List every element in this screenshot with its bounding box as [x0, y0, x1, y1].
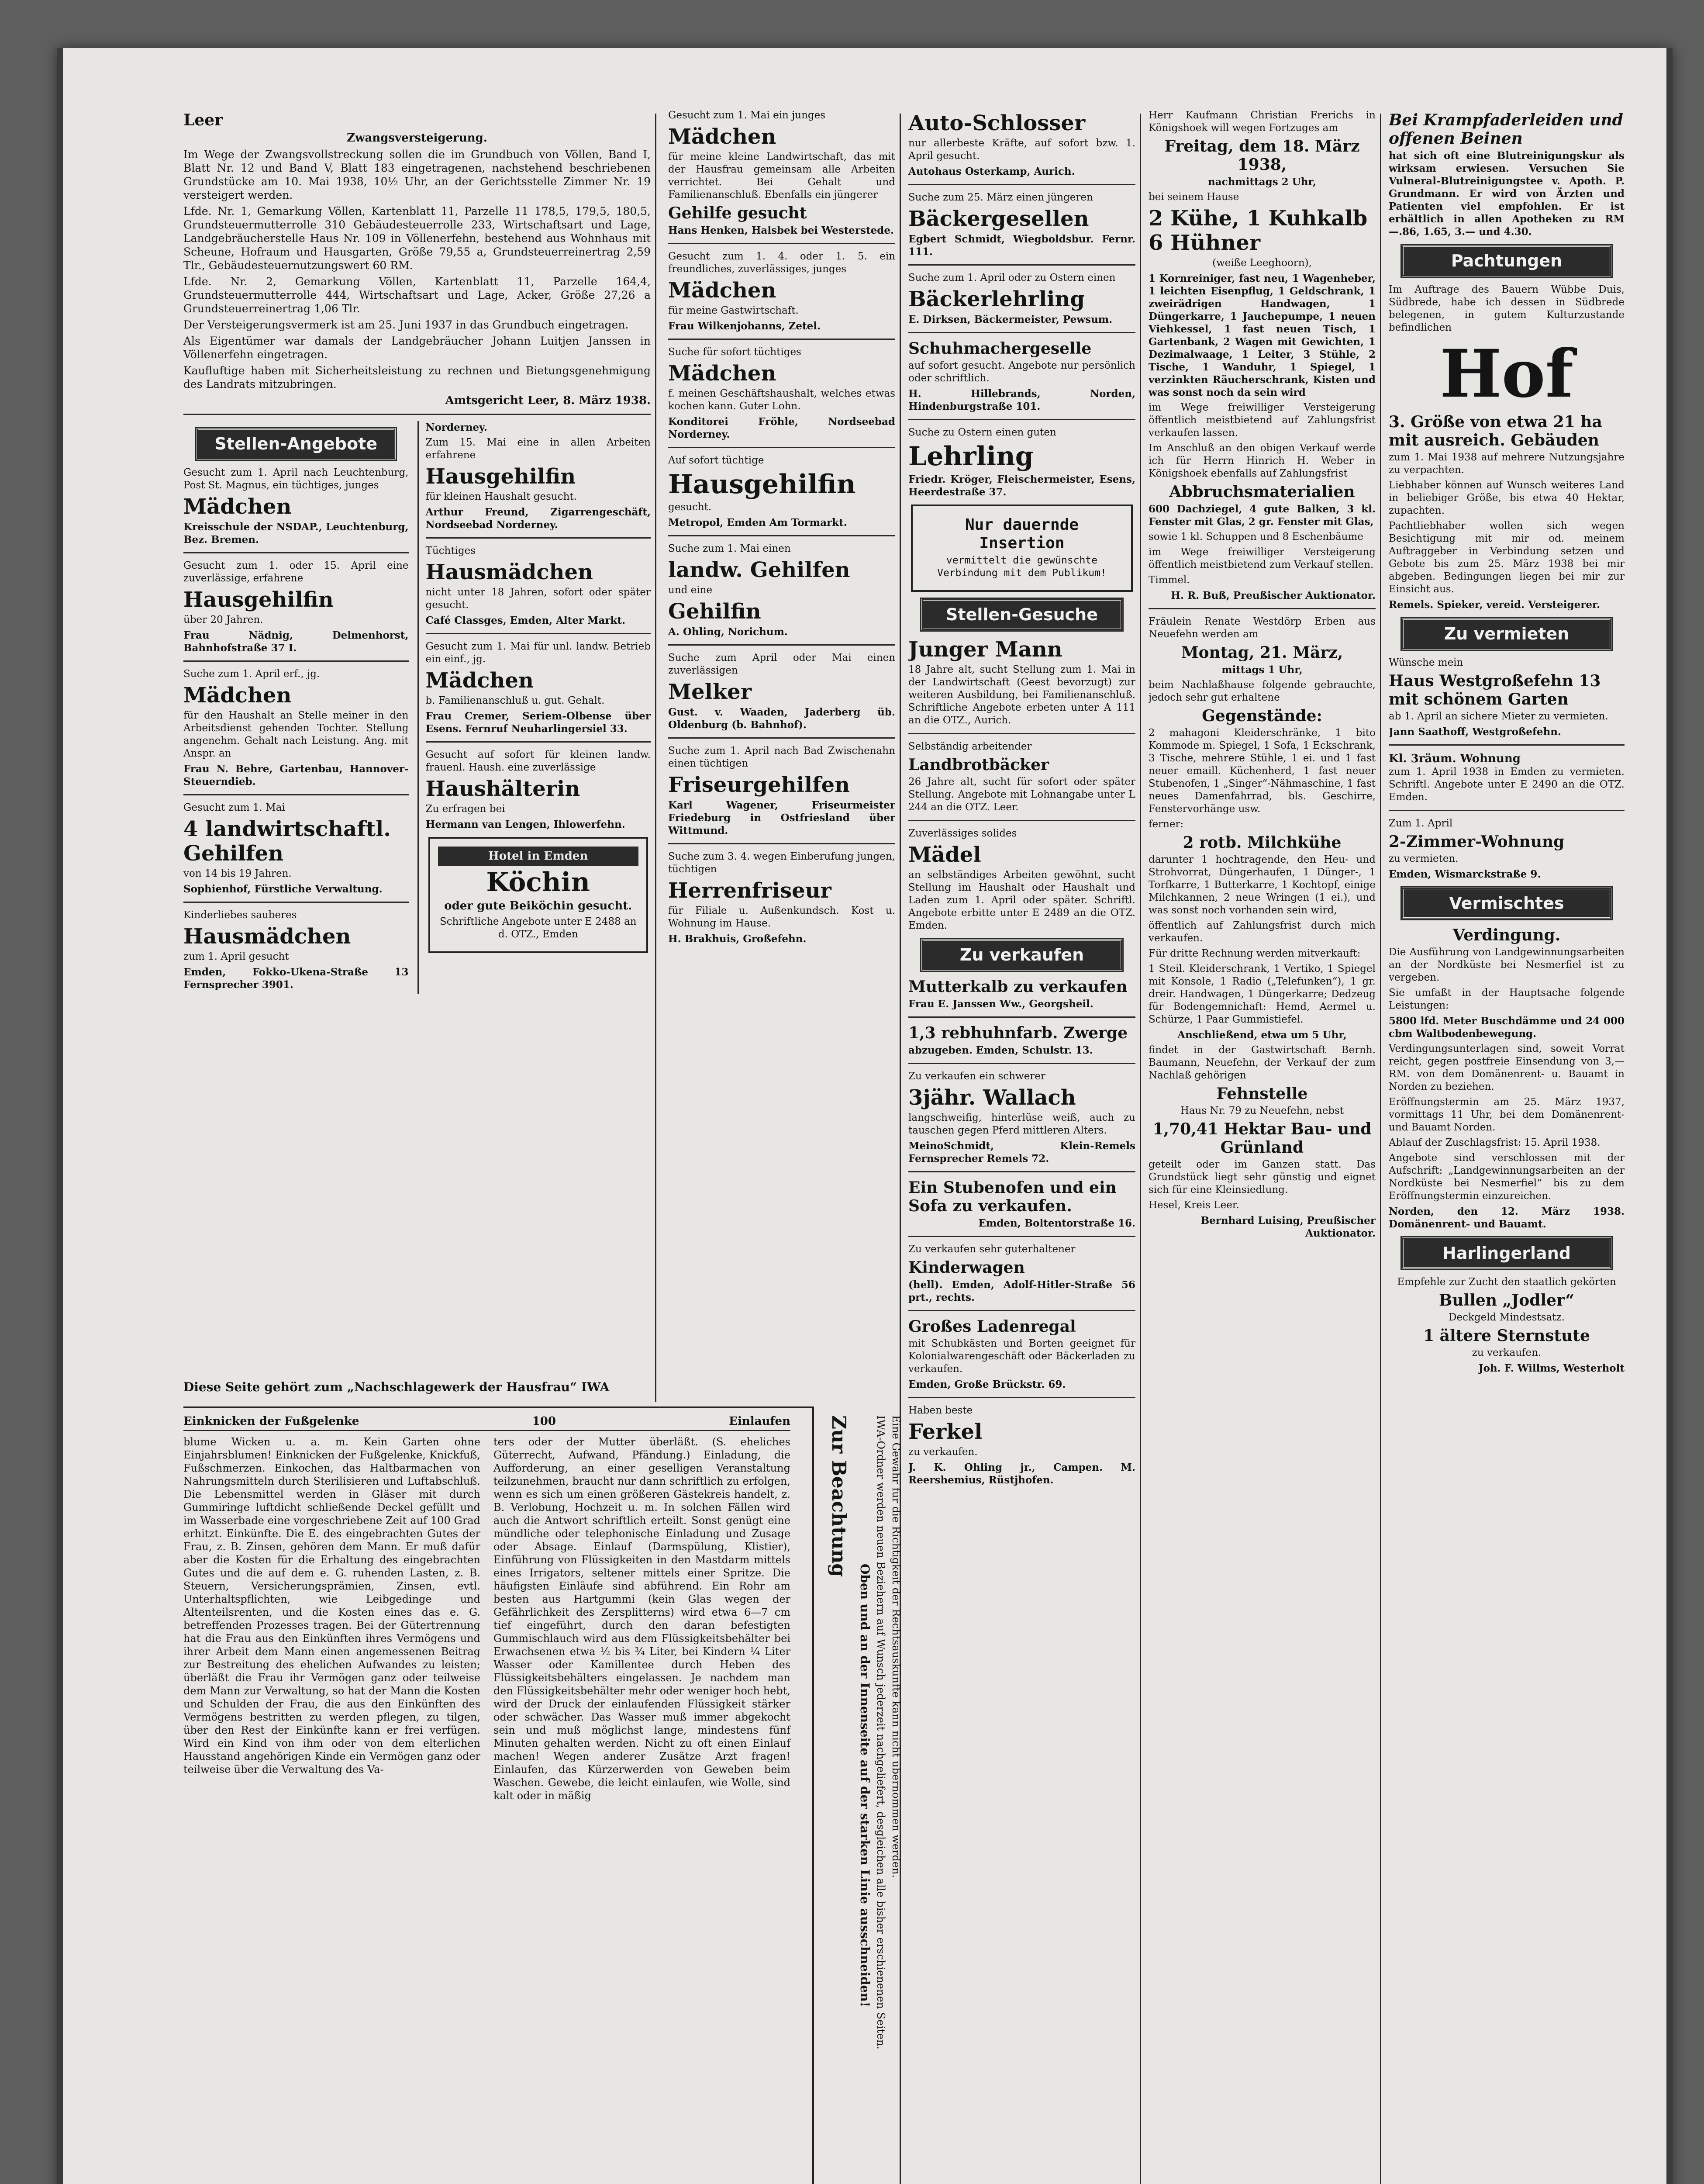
ad-signature: Jann Saathoff, Westgroßefehn. — [1389, 726, 1562, 738]
ad-text: im Wege freiwilliger Versteigerung öffentlich meistbietend auf Zahlungsfrist verkaufen lassen. — [1149, 402, 1376, 439]
divider — [668, 339, 895, 340]
ad-text: Hesel, Kreis Leer. — [1149, 1199, 1239, 1211]
ad-text: Zu verkaufen sehr guterhaltener — [908, 1244, 1076, 1255]
ad-headline: Bei Krampfaderleiden und offenen Beinen — [1389, 111, 1623, 148]
divider — [908, 184, 1135, 185]
ad-text: mit Schubkästen und Borten geeignet für Kolonialwarengeschäft oder Bäckerladen zu verkaufen. — [908, 1338, 1135, 1375]
reference-text: blume Wicken u. a. m. Kein Garten ohne Einjahrsblumen! Einknicken der Fußgelenke, Knickfuß, Fußschmerzen. Einkochen, das Haltbarmachen von Nahrungsmitteln durch Sterilisieren und Luftabschluß. Die Lebensmittel werden in Gläser mit durch Gummiringe luftdicht schließende Deckel gefüllt und im Wasserbade eine vorgeschriebene Zeit auf 100 Grad erhitzt. Einkünfte. Die E. des eingebrachten Gutes der Frau, z. B. Zinsen, gehören dem Mann. Er muß dafür aber die Kosten für die Erhaltung des eingebrachten Gutes und die auf dem e. G. ruhenden Lasten, z. B. Steuern, Versicherungsprämien, Zinsen, evtl. Unterhaltspflichten, wie Leibgedinge und Altenteilsrenten, und die Kosten eines das e. G. betreffenden Prozesses tragen. Bei der Gütertrennung hat die Frau aus den Einkünften ihres Vermögens und ihrer Arbeit dem Mann einen angemessenen Beitrag zur Bestreitung des ehelichen Aufwandes zu leisten; überläßt die Frau ihr Vermögen ganz oder teilweise dem Mann zur Verwaltung, so hat der Mann die Kosten und Schulden der Frau, die aus den Einkünften des Vermögens bestritten zu werden pflegen, zu tilgen, über den Rest der Einkünfte kann er frei verfügen. Wird ein Kind von ihm oder von dem elterlichen Hausstand angehörigen Kinde ein Vermögen ganz oder teilweise über die Verwaltung des Va- — [183, 1436, 480, 1776]
ad-headline: Mädchen — [425, 668, 534, 693]
ad-headline: Junger Mann — [908, 637, 1062, 662]
ad-headline: Schuhmachergeselle — [908, 339, 1092, 358]
column-1 — [183, 109, 651, 994]
ad-headline: Kinderwagen — [908, 1258, 1025, 1277]
ad-text: zu verkaufen. — [1472, 1347, 1542, 1358]
section-bar-vermischtes: Vermischtes — [1402, 888, 1611, 919]
ad-signature: (hell). Emden, Adolf-Hitler-Straße 56 prt., rechts. — [908, 1279, 1135, 1303]
ad-signature: A. Ohling, Norichum. — [668, 626, 788, 638]
ad-signature: Friedr. Kröger, Fleischermeister, Esens, Heerdestraße 37. — [908, 473, 1135, 498]
ad-text: f. meinen Geschäftshaushalt, welches etwas kochen kann. Guter Lohn. — [668, 388, 895, 412]
ad-text: Pachtliebhaber wollen sich wegen Besichtigung mit mir od. meinem Auftraggeber in Verbindung setzen und Gebote bis zum 25. März 1938 bei mir abgeben. Bedingungen liegen bei mir zur Einsicht aus. — [1389, 520, 1625, 595]
ad-signature: H. Brakhuis, Großefehn. — [668, 933, 807, 945]
ad-headline: Mädchen — [183, 683, 292, 708]
ad-text: 26 Jahre alt, sucht für sofort oder später Stellung. Angebote mit Lohnangabe unter L 244 an die OTZ. Leer. — [908, 776, 1135, 813]
auction-title: Zwangsversteigerung. — [347, 131, 487, 145]
ad-signature: Joh. F. Willms, Westerholt — [1478, 1362, 1625, 1374]
ad-headline: 2 rotb. Milchkühe — [1183, 833, 1342, 852]
ad-text: Tüchtiges — [425, 545, 476, 556]
auction-text: Als Eigentümer war damals der Landgebräucher Johann Luitjen Janssen in Völlenerfehn eingetragen. — [183, 335, 651, 361]
ad-signature: Autohaus Osterkamp, Aurich. — [908, 166, 1075, 177]
ad-headline: Mädchen — [668, 361, 776, 386]
ad-text: Zu verkaufen ein schwerer — [908, 1071, 1045, 1082]
ad-text: zu vermieten. — [1389, 853, 1459, 864]
ad-text: Suche zum 1. April nach Bad Zwischenahn einen tüchtigen — [668, 745, 895, 769]
column-5 — [1149, 109, 1376, 2184]
col1-left — [183, 421, 409, 994]
supplement-section — [183, 1380, 900, 2184]
ad-headline: Gegenstände: — [1202, 707, 1322, 725]
ad-text: findet in der Gastwirtschaft Bernh. Baumann, Neuefehn, der Verkauf der zum Nachlaß gehörigen — [1149, 1044, 1376, 1081]
ad-text: auf sofort gesucht. Angebote nur persönlich oder schriftlich. — [908, 360, 1135, 384]
ad-headline: Mutterkalb zu verkaufen — [908, 978, 1128, 996]
ad-text: Fräulein Renate Westdörp Erben aus Neuefehn werden am — [1149, 616, 1376, 640]
ad-text: Herr Kaufmann Christian Frerichs in Königshoek will wegen Fortzuges am — [1149, 110, 1376, 134]
ad-headline: Hausgehilfin — [425, 464, 576, 489]
ad-text: Suche zum 1. April erf., jg. — [183, 668, 320, 680]
ad-headline: Mädchen — [668, 278, 776, 303]
column-rule — [1380, 114, 1381, 2184]
ad-text: Ablauf der Zuschlagsfrist: 15. April 1938. — [1389, 1137, 1601, 1148]
ad-text: bei seinem Hause — [1149, 191, 1239, 203]
ad-headline: Mädel — [908, 843, 981, 867]
ad-signature: Kreisschule der NSDAP., Leuchtenburg, Bez. Bremen. — [183, 521, 409, 546]
ad-signature: Frau E. Janssen Ww., Georgsheil. — [908, 998, 1093, 1010]
ad-text: 18 Jahre alt, sucht Stellung zum 1. Mai in der Landwirtschaft (Geest bevorzugt) zur weiteren Ausbildung, bei Familienanschluß. Schriftliche Angebote erbeten unter A 111 an die OTZ., Aurich. — [908, 664, 1135, 726]
ad-text: Suche zum 1. April oder zu Ostern einen — [908, 272, 1116, 283]
ad-signature: Frau Wilkenjohanns, Zetel. — [668, 320, 821, 332]
ad-headline: Haus Westgroßefehn 13 mit schönem Garten — [1389, 672, 1601, 708]
divider — [908, 1310, 1135, 1311]
divider — [1389, 810, 1625, 811]
ad-signature: Emden, Wismarckstraße 9. — [1389, 868, 1541, 880]
divider — [908, 1016, 1135, 1018]
running-head-right: Einlaufen — [729, 1415, 790, 1428]
ad-headline: Gehilfin — [668, 599, 761, 624]
ad-text: Eröffnungstermin am 25. März 1937, vormittags 11 Uhr, bei dem Domänenrent- und Bauamt Norden. — [1389, 1096, 1625, 1133]
ad-text: öffentlich auf Zahlungsfrist durch mich verkaufen. — [1149, 920, 1376, 944]
ad-text: sowie 1 kl. Schuppen und 8 Eschenbäume — [1149, 531, 1363, 543]
col1-split — [183, 421, 651, 994]
ad-headline: Abbruchsmaterialien — [1169, 483, 1355, 501]
divider — [668, 243, 895, 244]
ad-signature: Emden, Fokko-Ukena-Straße 13 Fernsprecher 3901. — [183, 966, 409, 991]
divider — [908, 733, 1135, 734]
divider — [183, 794, 409, 795]
ad-signature: abzugeben. Emden, Schulstr. 13. — [908, 1044, 1093, 1056]
ad-text: Suche zu Ostern einen guten — [908, 427, 1056, 438]
ad-headline: Auto-Schlosser — [908, 111, 1086, 135]
ad-text: Zum 1. April — [1389, 818, 1453, 829]
ad-text: Auf sofort tüchtige — [668, 455, 764, 466]
ad-headline: 2 Kühe, 1 Kuhkalb 6 Hühner — [1149, 206, 1368, 255]
ad-text: Zuverlässiges solides — [908, 828, 1017, 839]
ad-text: zu verkaufen. — [908, 1446, 978, 1458]
ad-signature: Remels. Spieker, vereid. Versteigerer. — [1389, 599, 1600, 611]
ad-text: von 14 bis 19 Jahren. — [183, 868, 292, 879]
divider — [908, 419, 1135, 420]
section-bar-zu-verkaufen: Zu verkaufen — [921, 939, 1122, 971]
ad-text: 600 Dachziegel, 4 gute Balken, 3 kl. Fenster mit Glas, 2 gr. Fenster mit Glas, — [1149, 503, 1376, 528]
ad-signature: MeinoSchmidt, Klein-Remels Fernsprecher Remels 72. — [908, 1140, 1135, 1165]
ad-signature: Norden, den 12. März 1938. Domänenrent- und Bauamt. — [1389, 1206, 1625, 1230]
ad-signature: Karl Wagener, Friseurmeister Friedeburg in Ostfriesland über Wittmund. — [668, 799, 895, 836]
vertical-note: Eine Gewähr für die Richtigkeit der Rechtsauskünfte kann nicht übernommen werden. — [890, 1415, 902, 1878]
ad-text: nachmittags 2 Uhr, — [1208, 176, 1316, 188]
ad-date: Freitag, dem 18. März 1938, — [1164, 137, 1360, 174]
ad-text: zum 1. April 1938 in Emden zu vermieten. Schriftl. Angebote unter E 2490 an die OTZ. Emden. — [1389, 766, 1625, 803]
ad-text: ferner: — [1149, 819, 1184, 830]
ad-headline: Ferkel — [908, 1420, 983, 1444]
ad-text: Zum 15. Mai eine in allen Arbeiten erfahrene — [425, 437, 651, 461]
ad-signature: E. Dirksen, Bäckermeister, Pewsum. — [908, 314, 1113, 325]
divider — [183, 552, 409, 553]
column-3 — [668, 109, 895, 1411]
ad-text: zum 1. Mai 1938 auf mehrere Nutzungsjahre zu verpachten. — [1389, 452, 1625, 476]
ad-headline: Hausgehilfin — [183, 587, 334, 612]
ad-text: im Wege freiwilliger Versteigerung öffentlich meistbietend zum Verkauf stellen. — [1149, 546, 1376, 570]
ad-text: Kinderliebes sauberes — [183, 909, 297, 921]
ad-text: für meine kleine Landwirtschaft, das mit der Hausfrau gemeinsam alle Arbeiten verrichtet. Bei Gehalt und Familienanschluß. Ebenfalls ein jüngerer — [668, 151, 895, 200]
ad-headline: Bullen „Jodler“ — [1438, 1291, 1575, 1310]
ad-headline: 1 ältere Sternstute — [1423, 1327, 1590, 1345]
ad-text: geteilt oder im Ganzen statt. Das Grundstück liegt sehr günstig und eignet sich für eine Kleinsiedlung. — [1149, 1159, 1376, 1196]
divider — [668, 644, 895, 646]
ad-text: Deckgeld Mindestsatz. — [1449, 1312, 1565, 1323]
divider — [668, 843, 895, 844]
ad-text: Wünsche mein — [1389, 657, 1463, 668]
section-bar-harlingerland: Harlingerland — [1402, 1237, 1611, 1269]
supplement-header: Diese Seite gehört zum „Nachschlagewerk der Hausfrau“ IWA — [183, 1380, 610, 1394]
ad-headline: Lehrling — [908, 441, 1034, 472]
ad-signature: Hans Henken, Halsbek bei Westerstede. — [668, 225, 894, 236]
ad-text: Für dritte Rechnung werden mitverkauft: — [1149, 948, 1361, 959]
col2-block — [417, 421, 651, 994]
ad-text: und eine — [668, 584, 713, 596]
ad-headline: 3jähr. Wallach — [908, 1085, 1076, 1110]
supplement-heading-row — [183, 1414, 790, 1431]
ad-text: 1 Kornreiniger, fast neu, 1 Wagenheber, 1 leichten Eisenpflug, 1 Geldschrank, 1 zweirädrigen Handwagen, 1 Düngerkarre, 1 Jauchepumpe, 1 neuen Viehkessel, 1 fast neuen Tisch, 1 Gartenbank, 2 Wagen mit Gewichten, 1 Dezimalwaage, 1 Leiter, 3 Stühle, 2 Tische, 1 Wanduhr, 1 Spiegel, 1 verzinkten Räucherschrank, Kisten und was sonst noch da sein wird — [1149, 273, 1376, 398]
ad-text: Schriftliche Angebote unter E 2488 an d. OTZ., Emden — [439, 916, 637, 940]
ad-signature: Egbert Schmidt, Wiegboldsbur. Fernr. 111. — [908, 233, 1135, 258]
ad-text: Gesucht zum 1. April nach Leuchtenburg, Post St. Magnus, ein tüchtiges, junges — [183, 467, 409, 491]
ad-text: Gesucht zum 1. oder 15. April eine zuverlässige, erfahrene — [183, 560, 409, 584]
page-number: 100 — [532, 1415, 556, 1428]
ad-text: Suche zum 3. 4. wegen Einberufung jungen, tüchtigen — [668, 851, 895, 875]
ad-text: Zu erfragen bei — [425, 803, 505, 815]
ad-headline: Bäckerlehrling — [908, 287, 1085, 311]
supplement-columns — [183, 1435, 790, 1805]
ad-text: Die Ausführung von Landgewinnungsarbeiten an der Nordküste bei Nesmerfiel ist zu vergeben. — [1389, 947, 1625, 983]
ad-text: Anschließend, etwa um 5 Uhr, — [1177, 1029, 1347, 1041]
newspaper-page — [57, 48, 1673, 2184]
ad-text: Suche zum April oder Mai einen zuverlässigen — [668, 652, 895, 676]
divider — [183, 414, 651, 415]
column-6 — [1389, 109, 1625, 2184]
page-edge-right — [1666, 48, 1673, 2184]
ad-text: langschweifig, hinterlüse weiß, auch zu tauschen gegen Pferd mittleren Alters. — [908, 1112, 1135, 1136]
ad-signature: Konditorei Fröhle, Nordseebad Norderney. — [668, 416, 895, 440]
ad-headline: Nur dauernde Insertion — [965, 516, 1079, 552]
divider — [908, 264, 1135, 266]
ad-text: Gesucht zum 1. Mai — [183, 802, 285, 813]
divider — [908, 1063, 1135, 1064]
ad-text: ab 1. April an sichere Mieter zu vermieten. — [1389, 711, 1608, 722]
ad-signature: Bernhard Luising, Preußischer Auktionator. — [1200, 1215, 1376, 1239]
ad-signature: Emden, Große Brückstr. 69. — [908, 1379, 1066, 1390]
auction-text: Lfde. Nr. 1, Gemarkung Völlen, Kartenblatt 11, Parzelle 11 178,5, 179,5, 180,5, Grundsteuermutterrolle 310 Gebäudesteuerrolle 233, Wirtschaftsart und Lage, Landgebräucherstelle Haus Nr. 109 in Völlenerfehn, bestehend aus Wohnhaus mit Scheune, Hofraum und Hausgarten, Größe 79,55 a, Grundsteuerreinertrag 2,59 Tlr., Gebäudesteuernutzungswert 60 RM. — [183, 205, 651, 272]
ad-headline: 4 landwirtschaftl. Gehilfen — [183, 817, 391, 866]
ad-signature: Sophienhof, Fürstliche Verwaltung. — [183, 883, 383, 895]
ad-text: Suche für sofort tüchtiges — [668, 346, 801, 358]
ad-text: für kleinen Haushalt gesucht. — [425, 491, 577, 502]
divider — [908, 1236, 1135, 1237]
ad-signature: H. R. Buß, Preußischer Auktionator. — [1171, 590, 1376, 601]
divider — [908, 1171, 1135, 1172]
ad-text: nicht unter 18 Jahren, sofort oder später gesucht. — [425, 587, 651, 611]
column-rule — [1140, 114, 1141, 2184]
hotel-emden-ad — [428, 837, 648, 953]
ad-headline: Mädchen — [183, 494, 292, 519]
ad-text: Timmel. — [1149, 574, 1190, 586]
ad-headline: Landbrotbäcker — [908, 756, 1049, 774]
ad-text: vermittelt die gewünschte Verbindung mit dem Publikum! — [937, 555, 1107, 579]
section-bar-zu-vermieten: Zu vermieten — [1402, 618, 1611, 650]
ad-text: oder gute Beiköchin gesucht. — [444, 899, 632, 912]
ad-text: über 20 Jahren. — [183, 614, 263, 625]
ad-text: für den Haushalt an Stelle meiner in den Arbeitsdienst gehenden Tochter. Stellung angenehm. Gehalt nach Leistung. Ang. mit Anspr. an — [183, 710, 409, 759]
ad-signature: Frau Cremer, Seriem-Olbense über Esens. Fernruf Neuharlingersiel 33. — [425, 710, 651, 735]
ad-signature: Frau Nädnig, Delmenhorst, Bahnhofstraße 37 I. — [183, 629, 409, 654]
ad-headline: 3. Größe von etwa 21 ha mit ausreich. Gebäuden — [1389, 413, 1602, 449]
ad-headline: Hausmädchen — [183, 924, 351, 949]
ad-text: Haus Nr. 79 zu Neuefehn, nebst — [1180, 1105, 1344, 1116]
divider — [426, 537, 651, 539]
insertion-box — [911, 505, 1133, 592]
ad-headline-hof: Hof — [1439, 335, 1574, 412]
ad-text: beim Nachlaßhause folgende gebrauchte, jedoch sehr gut erhaltene — [1149, 679, 1376, 703]
ad-text: Gesucht zum 1. Mai für unl. landw. Betrieb ein einf., jg. — [425, 641, 651, 665]
ad-signature: Arthur Freund, Zigarrengeschäft, Nordseebad Norderney. — [425, 506, 651, 531]
clipping-frame — [183, 1406, 814, 2184]
divider — [668, 447, 895, 448]
ad-date: Montag, 21. März, — [1181, 643, 1343, 662]
ad-headline: 1,3 rebhuhnfarb. Zwerge — [908, 1024, 1128, 1042]
ad-text: hat sich oft eine Blutreinigungskur als wirksam erwiesen. Versuchen Sie Vulneral-Blutreinigungstee v. Apoth. P. Grundmann. Er wird von Ärzten und Patienten viel empfohlen. Er ist erhältlich in allen Apotheken zu RM —.86, 1.65, 3.— und 4.30. — [1389, 150, 1625, 238]
ad-text: Suche zum 25. März einen jüngeren — [908, 192, 1093, 203]
column-4 — [908, 109, 1135, 2184]
ad-text: Empfehle zur Zucht den staatlich gekörten — [1397, 1276, 1616, 1288]
ad-text: darunter 1 hochtragende, den Heu- und Strohvorrat, Düngerhaufen, 1 Dünger-, 1 Torfkarre, 1 Butterkarre, 1 Kochtopf, einige Milchkannen, 2 neue Wringen (1 ei.), und was sonst noch vorhanden sein wird, — [1149, 854, 1376, 916]
section-bar-pachtungen: Pachtungen — [1402, 245, 1611, 276]
auction-signature: Amtsgericht Leer, 8. März 1938. — [445, 394, 651, 407]
ad-headline: Kl. 3räum. Wohnung — [1389, 752, 1521, 765]
ad-text: Im Anschluß an den obigen Verkauf werde ich für Herrn Hinrich H. Weber in Königshoek ebenfalls auf Zahlungsfrist — [1149, 442, 1376, 479]
ad-text: 1 Steil. Kleiderschrank, 1 Vertiko, 1 Spiegel mit Konsole, 1 Radio („Telefunken“), 1 gr. dreir. Handwagen, 1 Düngerkarre; Dedzeug für Bodengemnichaft: Hemd, Aermel u. Schürze, 1 Paar Gummistiefel. — [1149, 963, 1376, 1025]
ad-signature: J. K. Ohling jr., Campen. M. Reershemius, Rüstjhofen. — [908, 1462, 1135, 1486]
vertical-note: IWA-Ordner werden neuen Beziehern auf Wunsch jederzeit nachgeliefert, desgleichen alle bisher erschienenen Seiten. — [875, 1415, 887, 2050]
ad-signature: Emden, Boltentorstraße 16. — [978, 1217, 1135, 1229]
ad-headline: Mädchen — [668, 124, 776, 149]
ad-text: für Filiale u. Außenkundsch. Kost u. Wohnung im Hause. — [668, 905, 895, 929]
ad-signature: Hermann van Lengen, Ihlowerfehn. — [425, 819, 625, 830]
divider — [668, 737, 895, 739]
ad-headline: Großes Ladenregal — [908, 1317, 1076, 1336]
divider — [908, 332, 1135, 333]
ad-text: Angebote sind verschlossen mit der Aufschrift: „Landgewinnungsarbeiten an der Nordküste bei Nesmerfiel“ bis zu dem Eröffnungstermin einzureichen. — [1389, 1152, 1625, 1202]
ad-text: Gesucht auf sofort für kleinen landw. frauenl. Haush. eine zuverlässige — [425, 749, 651, 773]
ad-text: Gesucht zum 1. 4. oder 1. 5. ein freundliches, zuverlässiges, junges — [668, 251, 895, 275]
ad-text: Im Auftrage des Bauern Wübbe Duis, Südbrede, habe ich dessen in Südbrede belegenen, in gutem Kulturzustande befindlichen — [1389, 284, 1625, 333]
auction-text: Lfde. Nr. 2, Gemarkung Völlen, Kartenblatt 11, Parzelle 164,4, Grundsteuermutterrolle 444, Wirtschaftsart und Lage, Acker, Größe 27,26 a Grundsteuerreinertrag 1,06 Tlr. — [183, 275, 651, 315]
ad-headline: 1,70,41 Hektar Bau- und Grünland — [1152, 1120, 1372, 1157]
ad-headline: Haushälterin — [425, 777, 580, 801]
divider — [1149, 608, 1376, 609]
ad-signature: Gust. v. Waaden, Jaderberg üb. Oldenburg (b. Bahnhof). — [668, 706, 895, 731]
divider — [426, 633, 651, 634]
auction-text: Kaufluftige haben mit Sicherheitsleistung zu rechnen und Bietungsgenehmigung des Landrats mitzubringen. — [183, 364, 651, 390]
ad-headline: Ein Stubenofen und ein Sofa zu verkaufen. — [908, 1178, 1117, 1215]
ad-signature: Frau N. Behre, Gartenbau, Hannover-Steuerndieb. — [183, 763, 409, 788]
ad-text: zum 1. April gesucht — [183, 951, 289, 962]
ad-text: nur allerbeste Kräfte, auf sofort bzw. 1. April gesucht. — [908, 138, 1135, 162]
reference-text: ters oder der Mutter überläßt. (S. eheliches Güterrecht, Aufwand, Pfändung.) Einladung, die Aufforderung, an einer geselligen Veranstaltung teilzunehmen, braucht nur dann schriftlich zu erfolgen, wenn es sich um einen größeren Gästekreis handelt, z. B. Verlobung, Hochzeit u. m. In solchen Fällen wird auch die Antwort schriftlich erteilt. Sonst genügt eine mündliche oder telephonische Einladung und Zusage oder Absage. Einlauf (Darmspülung, Klistier), Einführung von Flüssigkeiten in den Mastdarm mittels eines Irrigators, seltener mittels einer Spritze. Die häufigsten Einläufe sind abführend. Ein Rohr am besten aus Hartgummi (kein Glas wegen der Gefährlichkeit des Zersplitterns) wird etwa 6—7 cm tief eingeführt, durch den daran befestigten Gummischlauch wird aus dem Flüssigkeitsbehälter bei Erwachsenen etwa ½ bis ¾ Liter, bei Kindern ¼ Liter Wasser oder Kamillentee durch Heben des Flüssigkeitsbehälters eingelassen. Je nachdem man den Flüssigkeitsbehälter mehr oder weniger hoch hebt, wird der Druck der einlaufenden Flüssigkeit stärker oder schwächer. Das Wasser muß immer abgekocht sein und muß möglichst lange, mindestens fünf Minuten gehalten werden. Nicht zu oft einen Einlauf machen! Wegen anderer Zusätze Arzt fragen! Einlaufen, das Kürzerwerden von Geweben beim Waschen. Gewebe, die leicht einlaufen, wie Wolle, sind kalt oder in mäßig — [493, 1436, 790, 1802]
ad-headline: Friseurgehilfen — [668, 773, 850, 797]
ad-headline: Gehilfe gesucht — [668, 204, 807, 222]
ad-headline: Melker — [668, 680, 752, 704]
divider — [668, 535, 895, 536]
ad-headline: Verdingung. — [1452, 926, 1561, 944]
ad-text: Haben beste — [908, 1405, 973, 1416]
ad-text: mittags 1 Uhr, — [1221, 664, 1303, 676]
ad-text: Liebhaber können auf Wunsch weiteres Land in beliebiger Größe, bis etwa 40 Hektar, zupachten. — [1389, 480, 1625, 516]
divider — [1389, 744, 1625, 746]
place-heading: Leer — [183, 111, 223, 129]
divider — [908, 1397, 1135, 1398]
ad-signature: H. Hillebrands, Norden, Hindenburgstraße 101. — [908, 388, 1135, 412]
ad-text: 2 mahagoni Kleiderschränke, 1 bito Kommode m. Spiegel, 1 Sofa, 1 Eckschrank, 3 Tische, mehrere Stühle, 1 ei. und 1 fast neuer emaill. Küchenherd, 1 fast neuer Stubenofen, 1 „Singer“-Nähmaschine, 1 fast neues Damenfahrrad, bls. Geschirre, Fenstervorhänge usw. — [1149, 727, 1376, 815]
vertical-title: Zur Beachtung — [828, 1415, 850, 1577]
section-bar-stellen-angebote: Stellen-Angebote — [197, 428, 396, 460]
divider — [426, 741, 651, 743]
ad-headline: 2-Zimmer-Wohnung — [1389, 833, 1565, 851]
auction-text: Im Wege der Zwangsvollstreckung sollen die im Grundbuch von Völlen, Band I, Blatt Nr. 12 und Band V, Blatt 183 eingetragenen, nachstehend beschriebenen Grundstücke am 10. Mai 1938, 10½ Uhr, an der Gerichtsstelle Zimmer Nr. 19 versteigert werden. — [183, 148, 651, 201]
ad-headline: Hausgehilfin — [668, 469, 856, 500]
vertical-note: Oben und an der Innenseite auf der starken Linie ausschneiden! — [858, 1564, 872, 2008]
column-rule — [655, 114, 656, 1402]
ad-headline: Hausmädchen — [425, 560, 593, 584]
divider — [183, 902, 409, 903]
running-head-left: Einknicken der Fußgelenke — [183, 1415, 359, 1428]
ad-text: (weiße Leeghoorn), — [1212, 257, 1312, 269]
ad-box-header: Hotel in Emden — [438, 847, 639, 866]
ad-text: Gesucht zum 1. Mai ein junges — [668, 110, 826, 121]
ad-headline: landw. Gehilfen — [668, 558, 850, 582]
ad-text: gesucht. — [668, 501, 712, 513]
ad-text: an selbständiges Arbeiten gewöhnt, sucht Stellung im Haushalt oder Haushalt und Laden zum 1. April oder später. Schriftl. Angebote erbitte unter E 2489 an die OTZ. Emden. — [908, 869, 1135, 931]
ad-text: Norderney. — [425, 422, 487, 433]
divider — [908, 820, 1135, 821]
divider — [183, 660, 409, 662]
ad-text: Suche zum 1. Mai einen — [668, 543, 791, 554]
ad-signature: Café Classges, Emden, Alter Markt. — [425, 615, 626, 626]
page-edge-left — [57, 48, 63, 2184]
ad-text: Selbständig arbeitender — [908, 741, 1032, 752]
ad-text: Sie umfaßt in der Hauptsache folgende Leistungen: — [1389, 987, 1625, 1011]
ad-headline: Köchin — [486, 867, 590, 898]
ad-text: b. Familienanschluß u. gut. Gehalt. — [425, 695, 605, 706]
ad-text: für meine Gastwirtschaft. — [668, 305, 799, 316]
ad-headline: Herrenfriseur — [668, 878, 831, 903]
ad-text: Verdingungsunterlagen sind, soweit Vorrat reicht, gegen postfreie Einsendung von 3,— RM. von dem Domänenrent- u. Bauamt in Norden zu beziehen. — [1389, 1043, 1625, 1092]
ad-headline: Bäckergesellen — [908, 207, 1089, 231]
ad-headline: Fehnstelle — [1216, 1085, 1308, 1103]
section-bar-stellen-gesuche: Stellen-Gesuche — [921, 599, 1122, 630]
auction-text: Der Versteigerungsvermerk ist am 25. Juni 1937 in das Grundbuch eingetragen. — [183, 318, 629, 331]
ad-signature: Metropol, Emden Am Tormarkt. — [668, 517, 847, 529]
ad-text: 5800 lfd. Meter Buschdämme und 24 000 cbm Waltbodenbewegung. — [1389, 1015, 1625, 1040]
